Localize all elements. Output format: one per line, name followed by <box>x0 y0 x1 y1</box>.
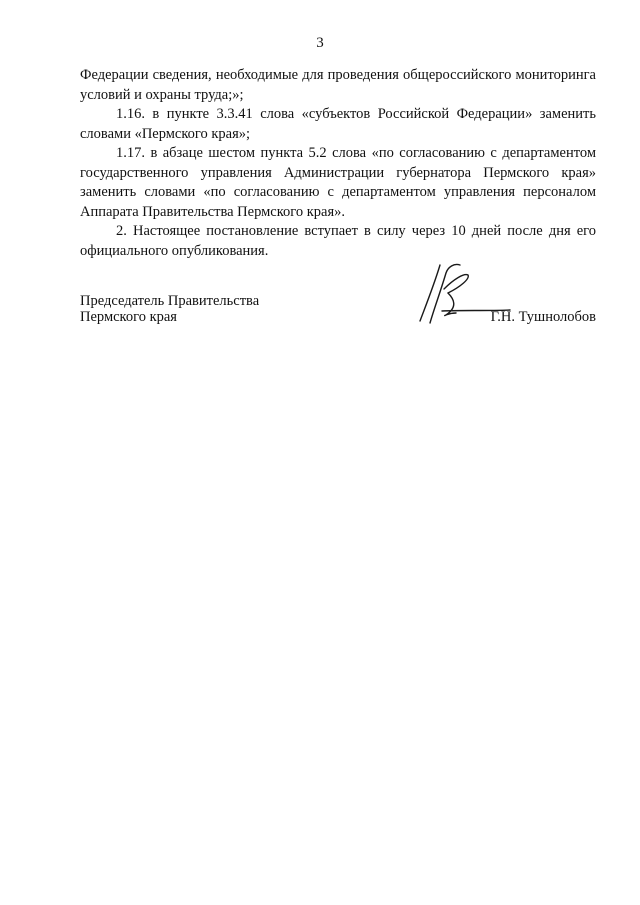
signer-title <box>80 293 259 325</box>
signer-name: Г.Н. Тушнолобов <box>490 309 596 325</box>
page-number: 3 <box>316 35 324 51</box>
document-body <box>80 66 596 261</box>
paragraph-item-2: 2. Настоящее постановление вступает в силу через 10 дней после дня его официального опубликования. <box>80 223 596 259</box>
paragraph-continuation: Федерации сведения, необходимые для проведения общероссийского мониторинга условий и охраны труда;»; <box>80 67 596 103</box>
signer-title-line-1: Председатель Правительства <box>80 293 260 309</box>
paragraph-item-1-16: 1.16. в пункте 3.3.41 слова «субъектов Российской Федерации» заменить словами «Пермского края»; <box>80 106 596 142</box>
signer-title-line-2: Пермского края <box>80 309 177 325</box>
paragraph-item-1-17: 1.17. в абзаце шестом пункта 5.2 слова «по согласованию с департаментом государственного управления Администрации губернатора Пермского края» заменить словами «по согласованию с департаментом управления персоналом Аппарата Правительства Пермского края». <box>80 145 596 220</box>
signature-block <box>80 293 596 353</box>
